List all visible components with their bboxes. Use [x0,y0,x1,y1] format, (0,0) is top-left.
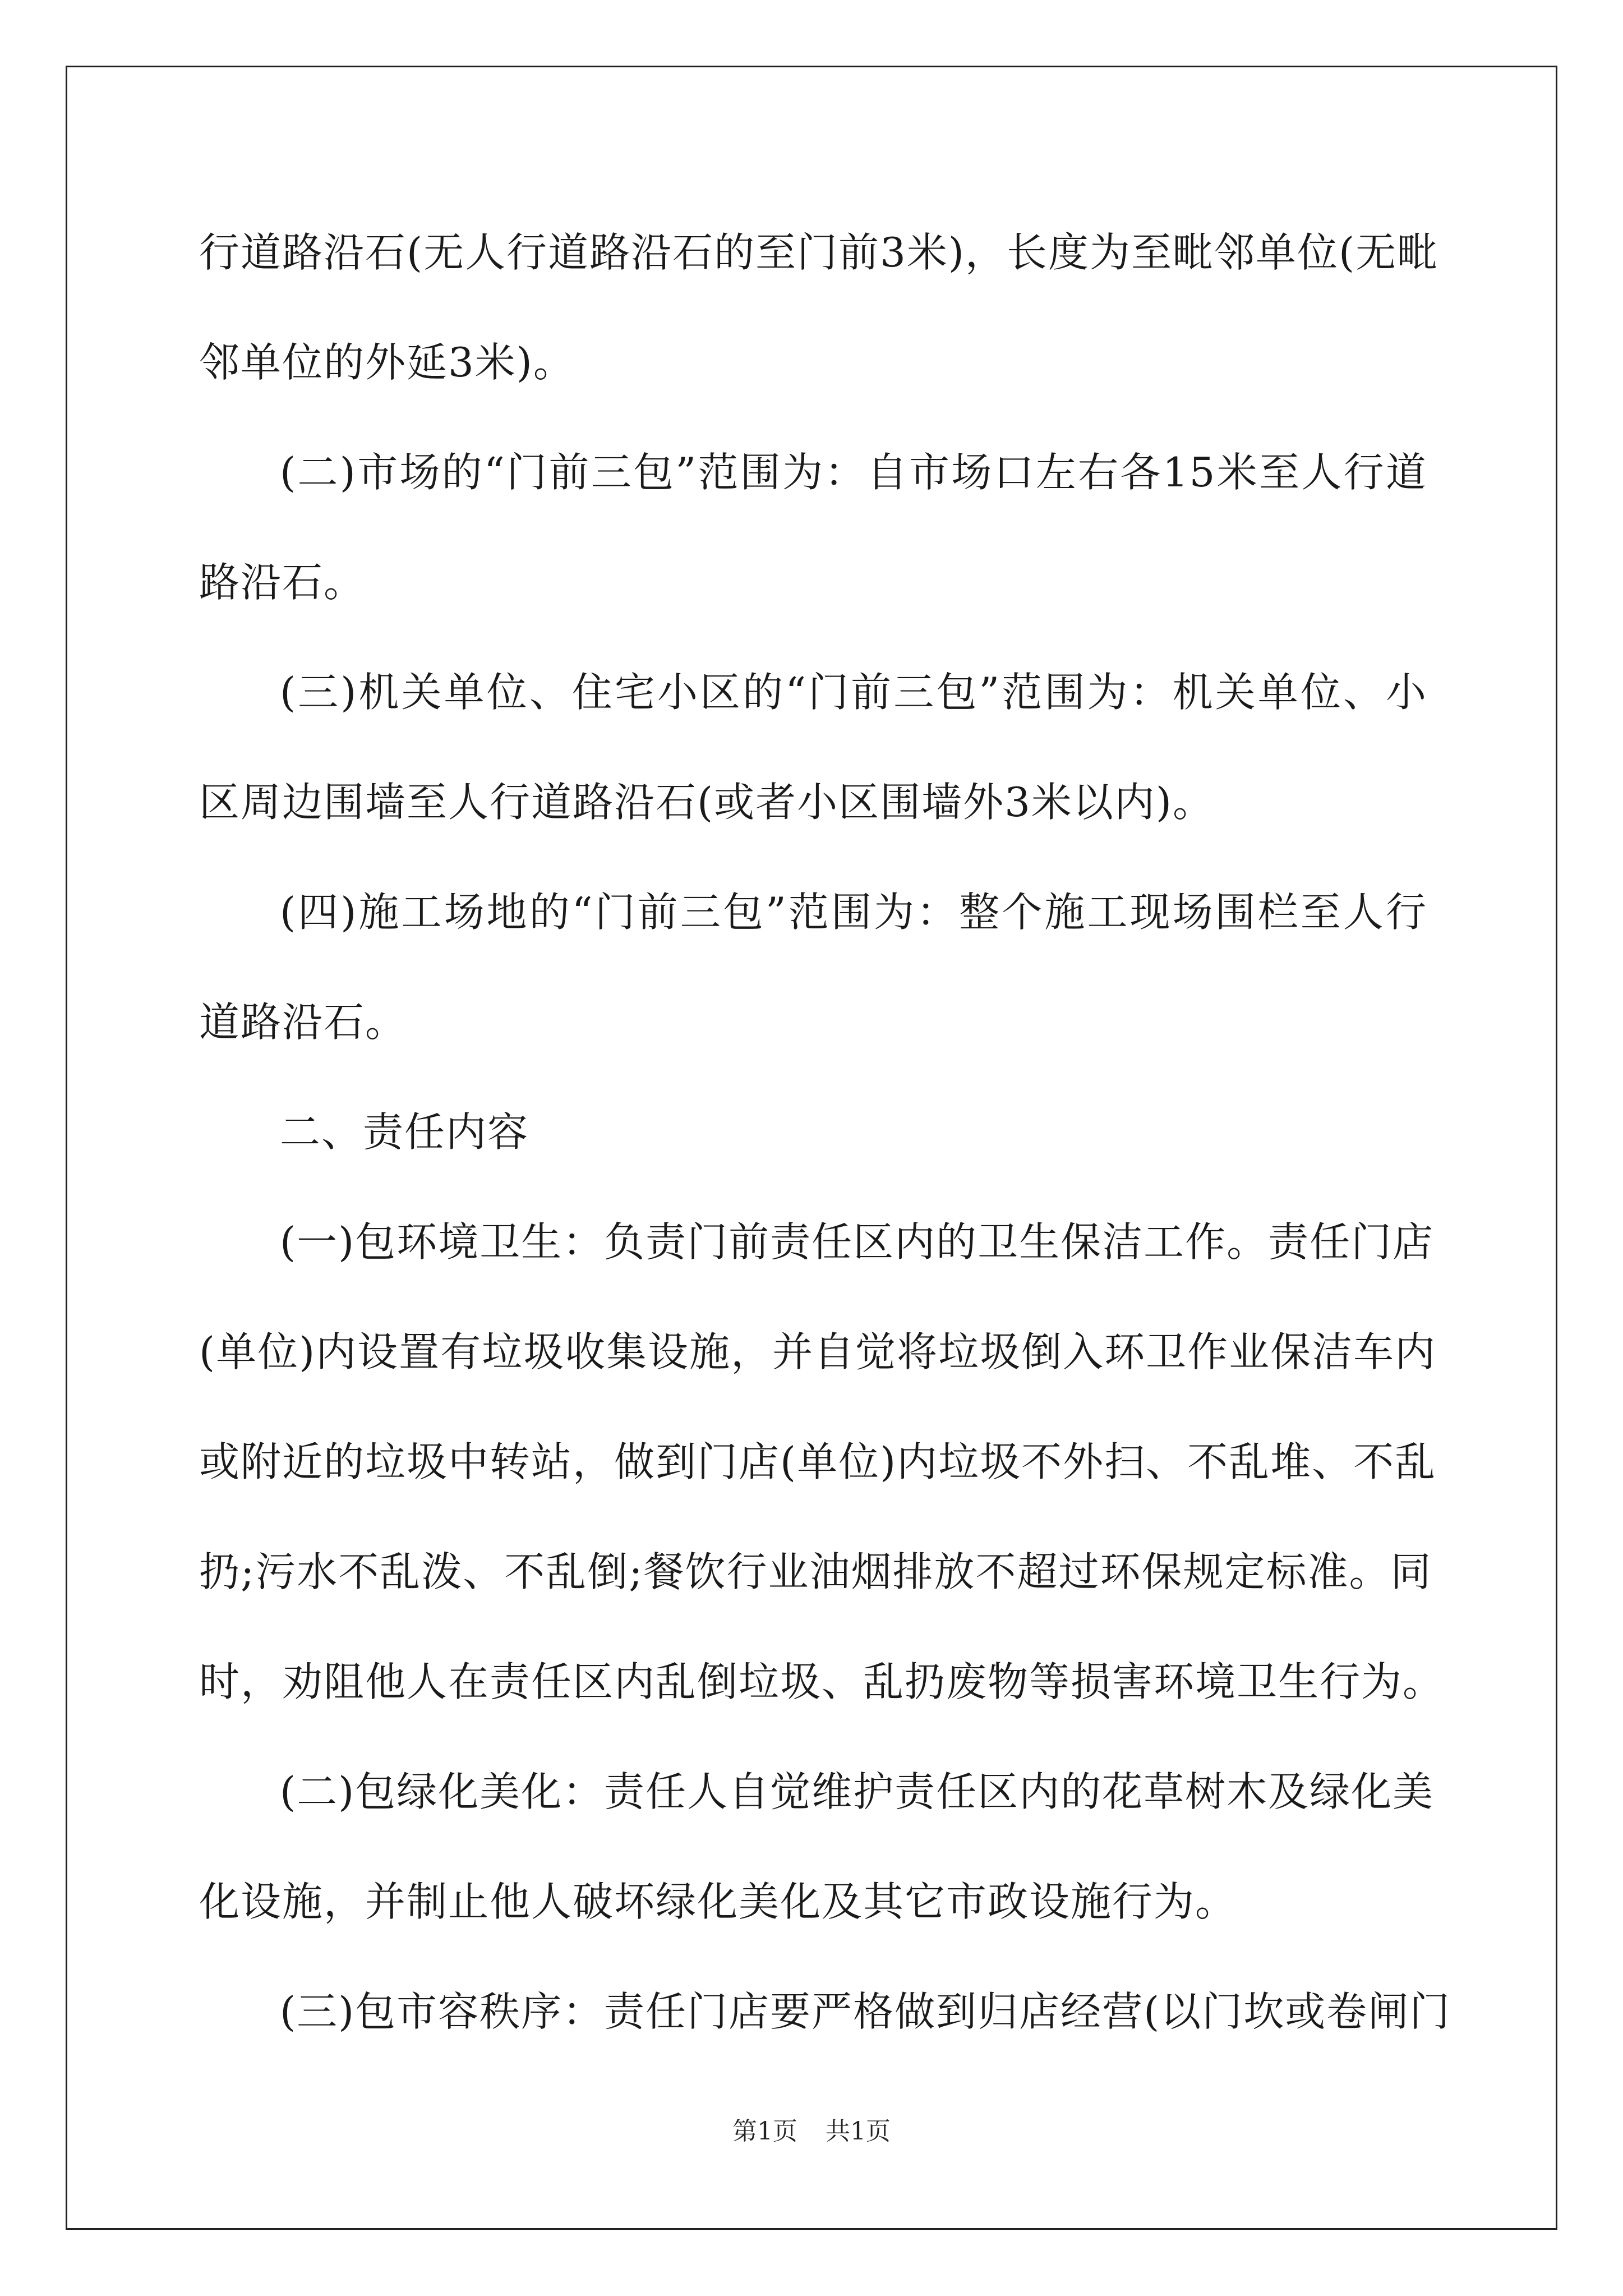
text-line: 区周边围墙至人行道路沿石(或者小区围墙外3米以内)。 [199,779,1214,826]
text-line: 时，劝阻他人在责任区内乱倒垃圾、乱扔废物等损害环境卫生行为。 [199,1658,1445,1705]
text-line: (三)包市容秩序：责任门店要严格做到归店经营(以门坎或卷闸门 [280,1988,1451,2035]
text-line: (一)包环境卫生：负责门前责任区内的卫生保洁工作。责任门店 [280,1218,1435,1266]
text-line: (单位)内设置有垃圾收集设施，并自觉将垃圾倒入环卫作业保洁车内 [199,1328,1437,1375]
document-body [199,213,1451,2082]
text-line: 道路沿石。 [199,999,407,1046]
total-pages: 共1页 [826,2117,891,2146]
text-line: (四)施工场地的“门前三包”范围为：整个施工现场围栏至人行 [280,889,1427,936]
text-line: 扔;污水不乱泼、不乱倒;餐饮行业油烟排放不超过环保规定标准。同 [199,1548,1432,1595]
text-line: (二)市场的“门前三包”范围为：自市场口左右各15米至人行道 [280,449,1427,496]
page-footer [0,2115,1623,2148]
text-line: 或附近的垃圾中转站，做到门店(单位)内垃圾不外扫、不乱堆、不乱 [199,1438,1437,1485]
text-line: (二)包绿化美化：责任人自觉维护责任区内的花草树木及绿化美 [280,1768,1435,1815]
text-line: 行道路沿石(无人行道路沿石的至门前3米)，长度为至毗邻单位(无毗 [199,229,1439,276]
page-number: 第1页 [732,2117,797,2146]
text-line: 邻单位的外延3米)。 [199,339,575,386]
section-heading: 二、责任内容 [280,1108,529,1156]
text-line: 路沿石。 [199,559,366,606]
text-line: (三)机关单位、住宅小区的“门前三包”范围为：机关单位、小 [280,669,1427,716]
text-line: 化设施，并制止他人破坏绿化美化及其它市政设施行为。 [199,1878,1237,1925]
